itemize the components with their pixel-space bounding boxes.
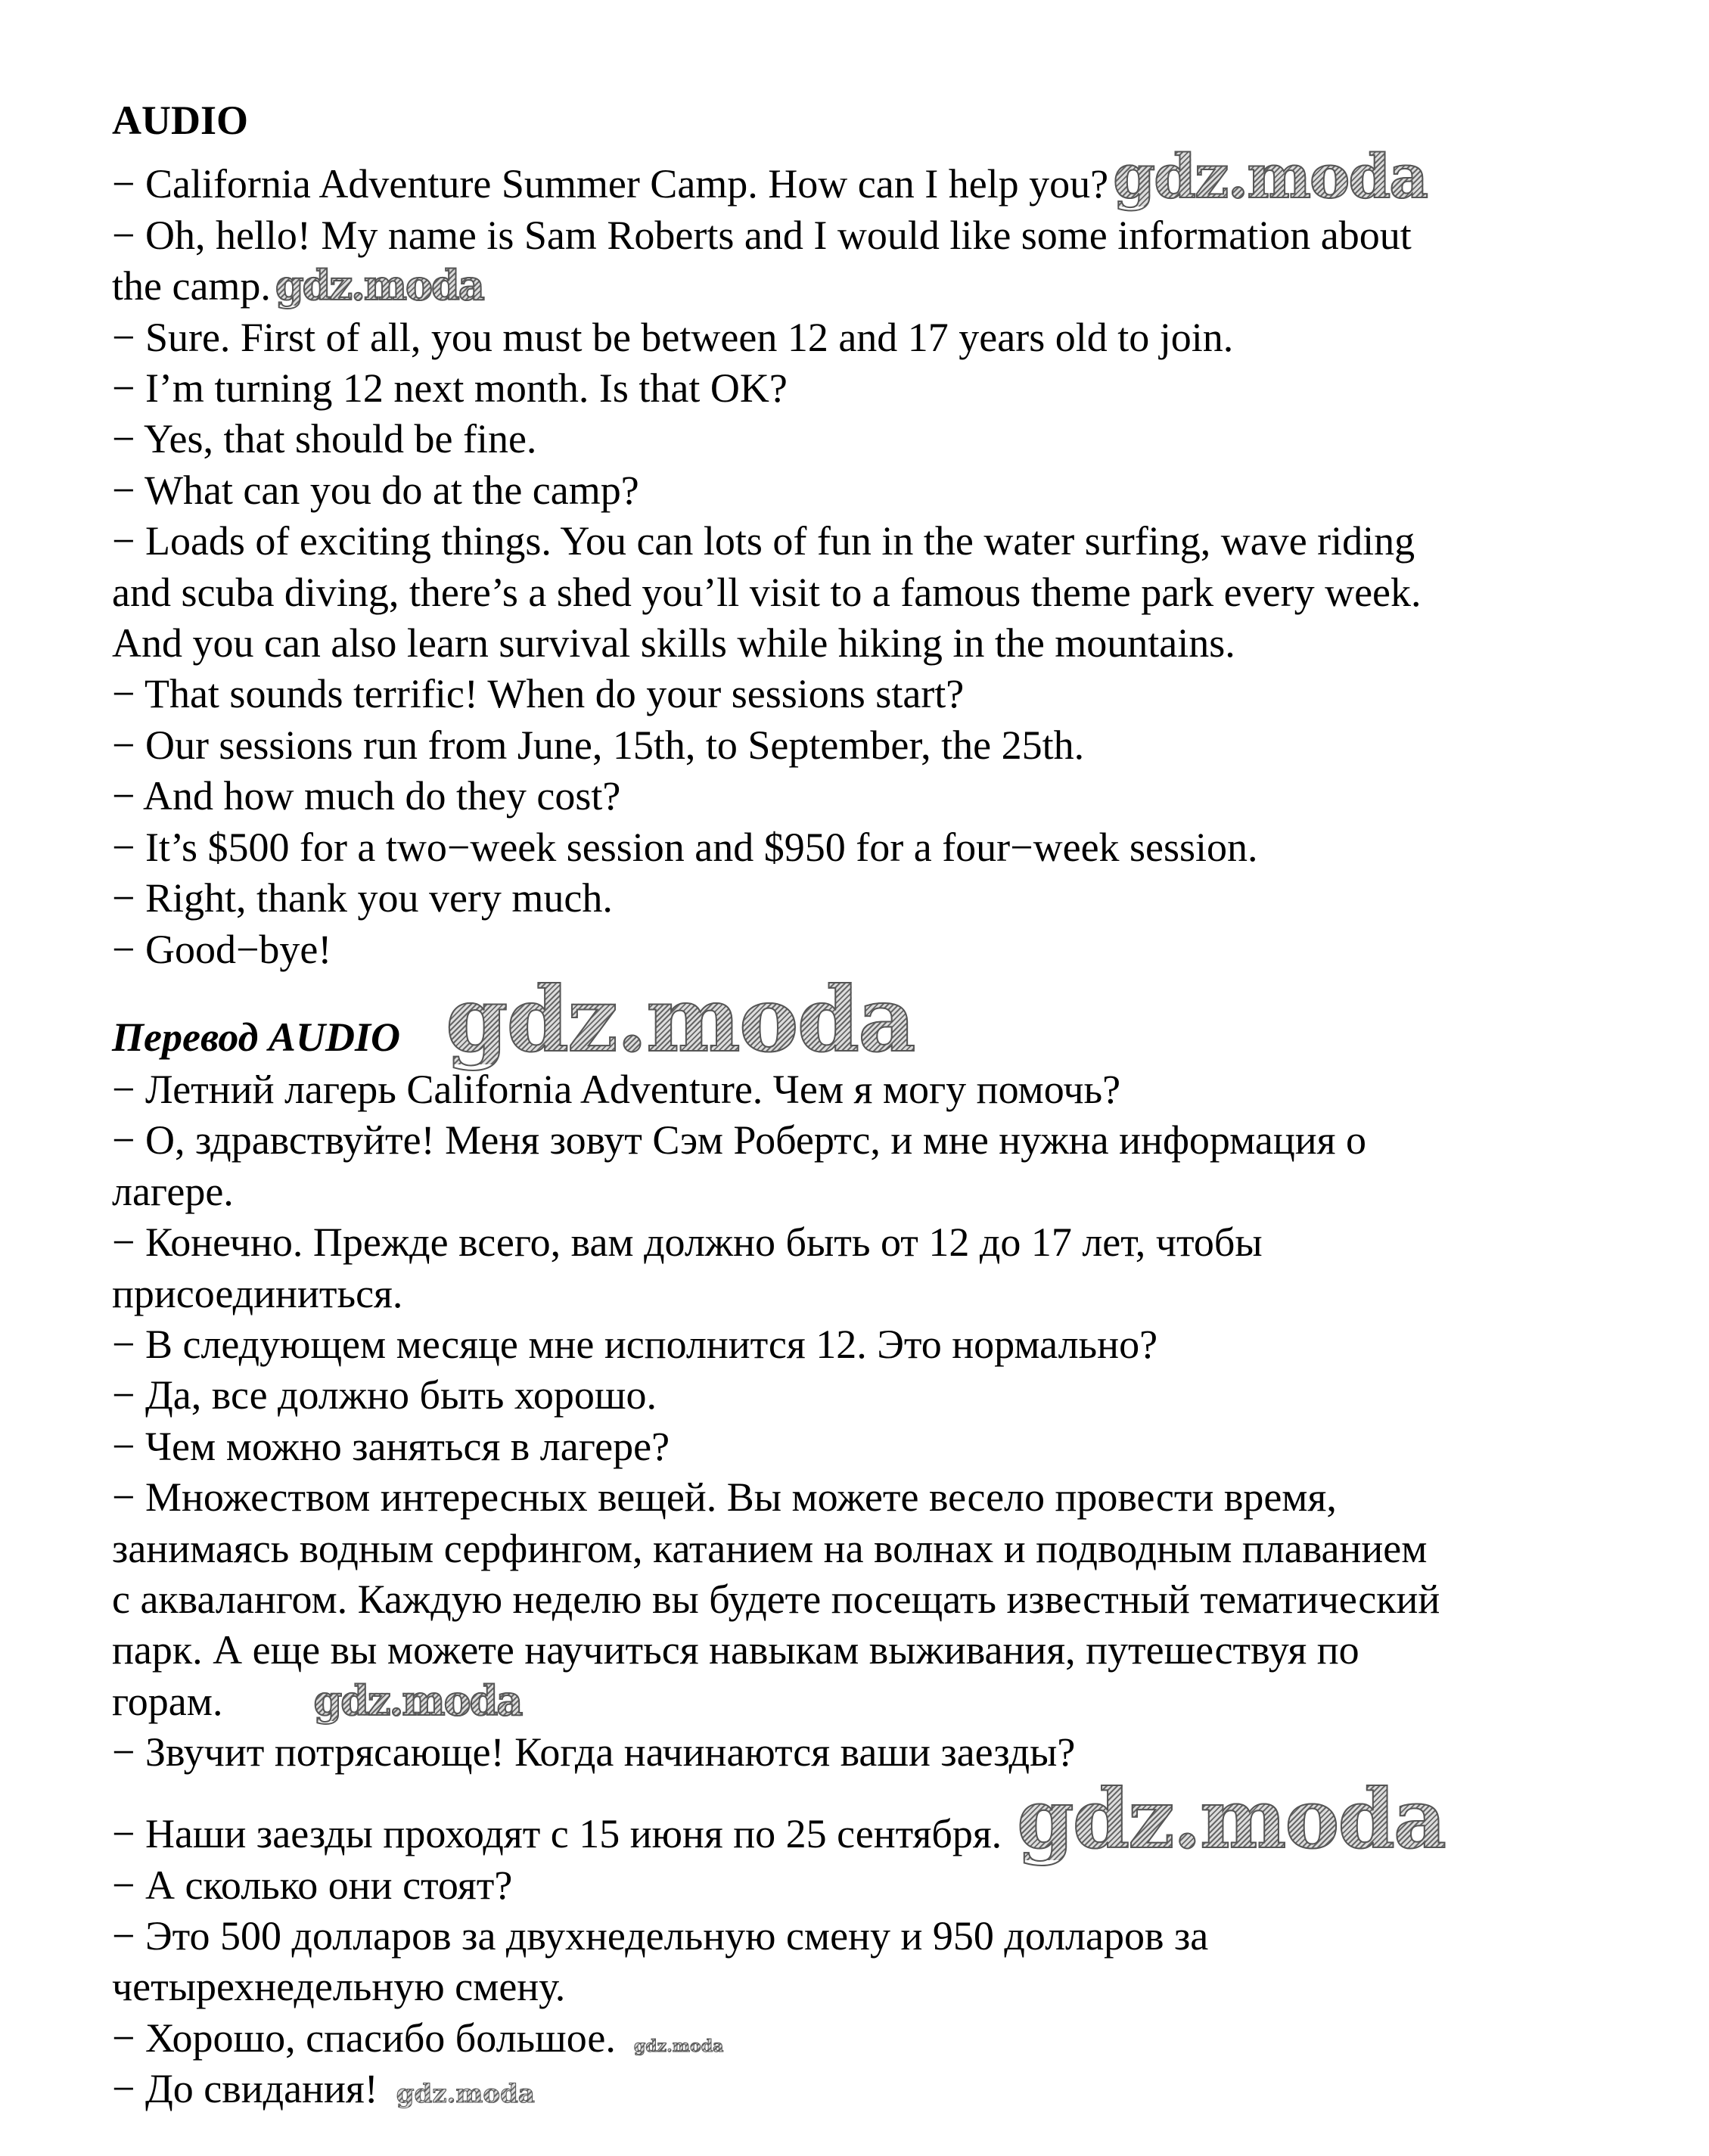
- dialogue-line-text: горам.: [112, 1678, 223, 1724]
- dialogue-line-text: − Our sessions run from June, 15th, to September, the 25th.: [112, 722, 1085, 768]
- dialogue-line: [112, 1064, 1670, 1115]
- dialogue-line: [112, 1472, 1670, 1523]
- dialogue-line: [112, 465, 1670, 516]
- dialogue-line: [112, 1911, 1670, 1962]
- dialogue-line-text: − Множеством интересных вещей. Вы можете весело провести время,: [112, 1474, 1337, 1521]
- dialogue-line-text: − It’s $500 for a two−week session and $950 for a four−week session.: [112, 824, 1258, 870]
- dialogue-line: [112, 516, 1670, 567]
- dialogue-line: [112, 363, 1670, 414]
- dialogue-line: [112, 1860, 1670, 1911]
- dialogue-line: [112, 771, 1670, 822]
- dialogue-line-text: − I’m turning 12 next month. Is that OK?: [112, 365, 788, 412]
- dialogue-line-text: − Oh, hello! My name is Sam Roberts and I would like some information about: [112, 212, 1412, 258]
- dialogue-line: [112, 210, 1670, 261]
- dialogue-line: [112, 567, 1670, 618]
- watermark: gdz.moda: [275, 261, 483, 310]
- dialogue-line: [112, 2013, 1670, 2064]
- dialogue-line: [112, 618, 1670, 669]
- dialogue-line-text: парк. А еще вы можете научиться навыкам выживания, путешествуя по: [112, 1627, 1359, 1673]
- watermark: gdz.moda: [313, 1676, 522, 1725]
- watermark: gdz.moda: [445, 966, 915, 1072]
- dialogue-line: [112, 1217, 1670, 1268]
- russian-heading: [112, 966, 1670, 1072]
- dialogue-line: [112, 720, 1670, 771]
- watermark: gdz.moda: [633, 2036, 724, 2056]
- dialogue-line-text: the camp.: [112, 263, 271, 309]
- dialogue-line-text: − And how much do they cost?: [112, 773, 621, 819]
- dialogue-line: [112, 1625, 1670, 1676]
- dialogue-line: [112, 1319, 1670, 1370]
- dialogue-line-text: − Это 500 долларов за двухнедельную смену и 950 долларов за: [112, 1913, 1209, 1959]
- dialogue-line: [112, 414, 1670, 464]
- watermark: gdz.moda: [1113, 141, 1428, 213]
- dialogue-line: [112, 1421, 1670, 1472]
- russian-dialogue: [112, 1064, 1670, 2115]
- dialogue-line-text: четырехнедельную смену.: [112, 1964, 566, 2010]
- dialogue-line: [112, 873, 1670, 924]
- dialogue-line: [112, 1115, 1670, 1166]
- dialogue-line-text: − О, здравствуйте! Меня зовут Сэм Робертс, и мне нужна информация о: [112, 1117, 1367, 1163]
- dialogue-line-text: − Yes, that should be fine.: [112, 416, 537, 462]
- dialogue-line-text: − Звучит потрясающе! Когда начинаются ваши заезды?: [112, 1729, 1076, 1775]
- document-body: [112, 95, 1670, 2115]
- dialogue-line-text: − Хорошо, спасибо большое.: [112, 2015, 616, 2061]
- dialogue-line: [112, 1727, 1670, 1778]
- dialogue-line-text: − В следующем месяце мне исполнится 12. Это нормально?: [112, 1321, 1158, 1367]
- dialogue-line-text: − До свидания!: [112, 2066, 378, 2112]
- dialogue-line-text: − Да, все должно быть хорошо.: [112, 1372, 657, 1418]
- russian-heading-text: Перевод AUDIO: [112, 1014, 400, 1060]
- dialogue-line-text: and scuba diving, there’s a shed you’ll visit to a famous theme park every week.: [112, 569, 1422, 615]
- dialogue-line-text: − Летний лагерь California Adventure. Чем я могу помочь?: [112, 1066, 1121, 1112]
- dialogue-line: [112, 669, 1670, 719]
- dialogue-line: [112, 312, 1670, 363]
- watermark: gdz.moda: [396, 2079, 535, 2110]
- dialogue-line-text: − Sure. First of all, you must be between 12 and 17 years old to join.: [112, 314, 1234, 360]
- dialogue-line: [112, 822, 1670, 873]
- dialogue-line-text: занимаясь водным серфингом, катанием на волнах и подводным плаванием: [112, 1525, 1428, 1571]
- dialogue-line-text: лагере.: [112, 1168, 234, 1214]
- dialogue-line-text: − That sounds terrific! When do your sessions start?: [112, 671, 965, 717]
- dialogue-line-text: − Right, thank you very much.: [112, 875, 613, 921]
- dialogue-line-text: − Loads of exciting things. You can lots of fun in the water surfing, wave riding: [112, 518, 1415, 564]
- dialogue-line: [112, 1370, 1670, 1421]
- dialogue-line-text: с аквалангом. Каждую неделю вы будете посещать известный тематический: [112, 1576, 1440, 1622]
- dialogue-line-text: − What can you do at the camp?: [112, 467, 639, 513]
- dialogue-line: [112, 1524, 1670, 1574]
- watermark: gdz.moda: [1017, 1771, 1445, 1867]
- dialogue-line: [112, 1269, 1670, 1319]
- english-heading: [112, 95, 1670, 146]
- dialogue-line-text: − Наши заезды проходят с 15 июня по 25 сентября.: [112, 1810, 1002, 1856]
- dialogue-line: [112, 1676, 1670, 1727]
- dialogue-line: [112, 1167, 1670, 1217]
- dialogue-line: [112, 1962, 1670, 2012]
- dialogue-line: [112, 141, 1670, 213]
- dialogue-line-text: − А сколько они стоят?: [112, 1862, 513, 1908]
- dialogue-line-text: − Конечно. Прежде всего, вам должно быть от 12 до 17 лет, чтобы: [112, 1219, 1263, 1266]
- dialogue-line: [112, 261, 1670, 312]
- english-dialogue: [112, 141, 1670, 975]
- dialogue-line-text: − Чем можно заняться в лагере?: [112, 1423, 670, 1469]
- dialogue-line-text: And you can also learn survival skills while hiking in the mountains.: [112, 620, 1235, 666]
- dialogue-line-text: − Good−bye!: [112, 926, 332, 972]
- english-heading-text: AUDIO: [112, 98, 249, 143]
- dialogue-line: [112, 2064, 1670, 2114]
- dialogue-line-text: − California Adventure Summer Camp. How can I help you?: [112, 161, 1109, 207]
- dialogue-line-text: присоединиться.: [112, 1270, 403, 1316]
- dialogue-line: [112, 1771, 1670, 1867]
- dialogue-line: [112, 1574, 1670, 1625]
